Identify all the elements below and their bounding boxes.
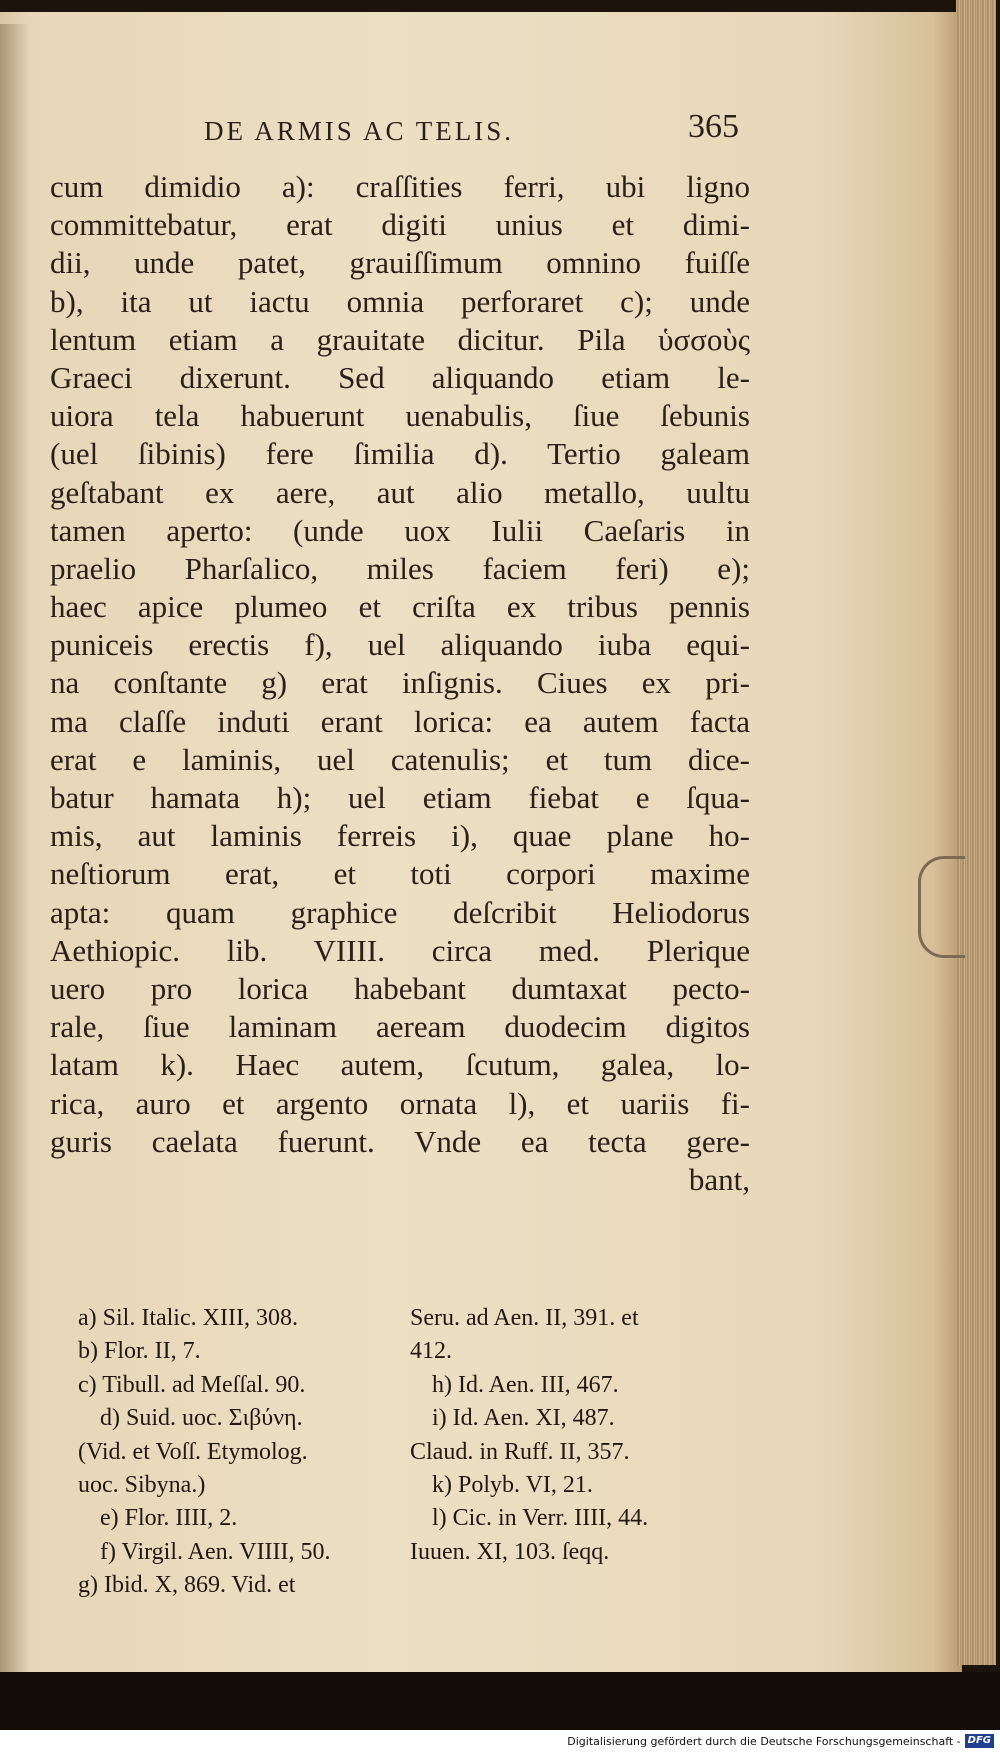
footnote: h) Id. Aen. III, 467.: [432, 1371, 619, 1398]
text-line: na conſtante g) erat inſignis. Ciues ex pri-: [50, 665, 750, 701]
footnote: k) Polyb. VI, 21.: [432, 1471, 593, 1498]
text-line: dii, unde patet, grauiſſimum omnino fuiſſe: [50, 245, 750, 281]
footnote: b) Flor. II, 7.: [78, 1338, 201, 1365]
page-clip: [918, 856, 965, 958]
footnotes-left-column: [78, 1302, 378, 1603]
text-line: rale, ſiue laminam aeream duodecim digitos: [50, 1009, 750, 1045]
spine-shadow: [0, 24, 30, 1684]
text-line: haec apice plumeo et criſta ex tribus pennis: [50, 589, 750, 625]
text-line: latam k). Haec autem, ſcutum, galea, lo-: [50, 1047, 750, 1083]
text-line: committebatur, erat digiti unius et dimi-: [50, 207, 750, 243]
body-text: [50, 168, 750, 1199]
footnote: Claud. in Ruff. II, 357.: [410, 1438, 630, 1465]
text-line: guris caelata fuerunt. Vnde ea tecta gere-: [50, 1123, 750, 1159]
footnote: l) Cic. in Verr. IIII, 44.: [432, 1505, 649, 1532]
footnote: g) Ibid. X, 869. Vid. et: [78, 1572, 296, 1599]
text-line: bant,: [688, 1161, 750, 1197]
text-line: apta: quam graphice deſcribit Heliodorus: [50, 894, 750, 930]
text-line: uero pro lorica habebant dumtaxat pecto-: [50, 970, 750, 1006]
text-line: b), ita ut iactu omnia perforaret c); unde: [50, 283, 750, 319]
footnote: 412.: [410, 1338, 452, 1365]
text-line: praelio Pharſalico, miles faciem feri) e);: [50, 550, 750, 586]
running-head: DE ARMIS AC TELIS.: [204, 116, 515, 146]
text-line: mis, aut laminis ferreis i), quae plane ho-: [50, 818, 750, 854]
text-line: batur hamata h); uel etiam fiebat e ſqua-: [50, 780, 750, 815]
footnote: d) Suid. uoc. Σιβύνη.: [100, 1405, 303, 1432]
footnote: f) Virgil. Aen. VIIII, 50.: [100, 1538, 331, 1565]
text-line: cum dimidio a): craſſities ferri, ubi ligno: [50, 169, 750, 204]
text-line: Graeci dixerunt. Sed aliquando etiam le-: [50, 359, 750, 395]
text-line: puniceis erectis f), uel aliquando iuba equi-: [50, 627, 750, 663]
text-line: erat e laminis, uel catenulis; et tum dice-: [50, 741, 750, 777]
dfg-logo: DFG: [965, 1734, 994, 1748]
text-line: neſtiorum erat, et toti corpori maxime: [50, 856, 750, 892]
footnote: (Vid. et Voſſ. Etymolog.: [78, 1438, 308, 1465]
credit-text: Digitalisierung gefördert durch die Deutsche Forschungsgemeinschaft -: [567, 1734, 961, 1748]
credit-bar: [0, 1730, 1000, 1752]
text-line: (uel ſibinis) fere ſimilia d). Tertio galeam: [50, 436, 750, 472]
text-line: ma claſſe induti erant lorica: ea autem facta: [50, 703, 750, 739]
text-line: rica, auro et argento ornata l), et uariis fi-: [50, 1085, 750, 1121]
footnote: e) Flor. IIII, 2.: [100, 1505, 238, 1532]
text-line: Aethiopic. lib. VIIII. circa med. Plerique: [50, 932, 750, 968]
footnote: i) Id. Aen. XI, 487.: [432, 1405, 615, 1432]
footnote: uoc. Sibyna.): [78, 1471, 206, 1498]
footnote: Iuuen. XI, 103. ſeqq.: [410, 1538, 610, 1565]
scan-background: [0, 1672, 1000, 1732]
page-number: 365: [688, 108, 739, 145]
footnote: c) Tibull. ad Meſſal. 90.: [78, 1371, 306, 1398]
text-line: geſtabant ex aere, aut alio metallo, uultu: [50, 474, 750, 510]
footnote: Seru. ad Aen. II, 391. et: [410, 1305, 639, 1331]
text-line: tamen aperto: (unde uox Iulii Caeſaris in: [50, 512, 750, 548]
text-line: uiora tela habuerunt uenabulis, ſiue ſebunis: [50, 398, 750, 434]
footnote: a) Sil. Italic. XIII, 308.: [78, 1305, 298, 1331]
footnotes-right-column: [410, 1302, 750, 1569]
text-line: lentum etiam a grauitate dicitur. Pila ὑσσοὺς: [50, 321, 750, 357]
book-page: [0, 12, 962, 1672]
page-fore-edge: [956, 0, 996, 1665]
